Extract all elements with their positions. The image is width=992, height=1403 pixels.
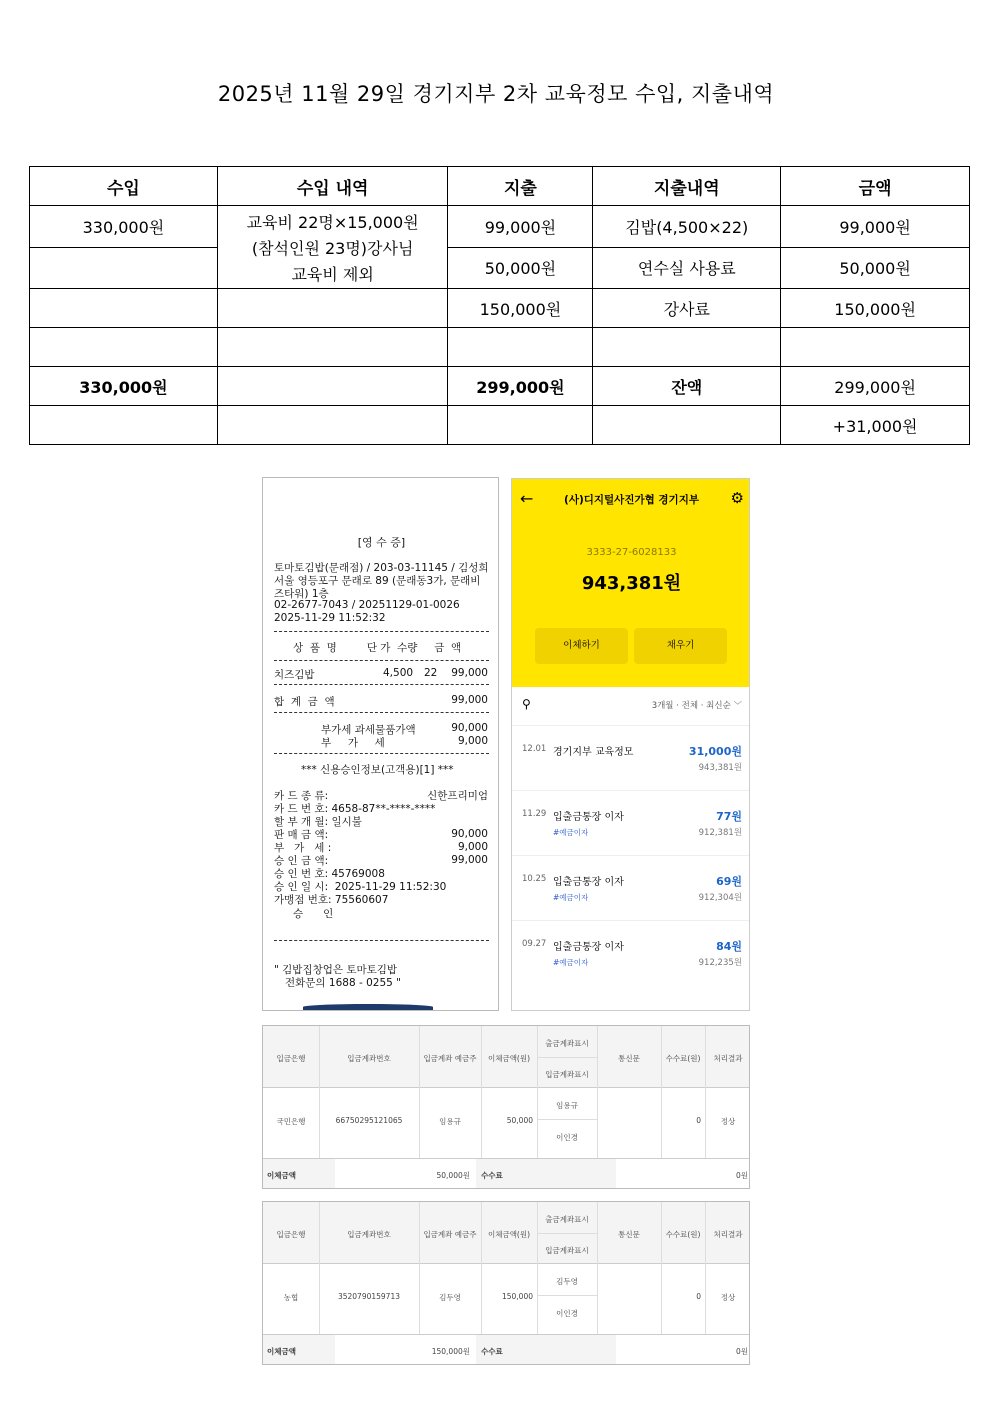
header-fee: 수수료(원) — [665, 1054, 701, 1063]
receipt-item-name: 치즈김밥 — [274, 669, 315, 681]
receipt-approved-label: 승 인 금 액: — [274, 855, 329, 867]
cell-amount: 150,000원 — [781, 289, 970, 328]
tx-description: 입출금통장 이자 — [553, 877, 624, 888]
balance-amount: +31,000원 — [781, 406, 970, 445]
filter-dropdown[interactable]: 3개월 · 전체 · 최신순 ﹀ — [651, 701, 742, 711]
cell-income-detail — [217, 289, 448, 328]
divider — [481, 1026, 482, 1158]
header-result: 처리결과 — [713, 1230, 743, 1239]
tx-description: 입출금통장 이자 — [553, 812, 624, 823]
tx-tag: #예금이자 — [553, 958, 589, 967]
divider — [274, 684, 489, 685]
receipt-installment: 할 부 개 월: 일시불 — [274, 816, 362, 828]
receipt-taxable-label: 부가세 과세물품가액 — [321, 724, 416, 736]
account-header — [512, 479, 750, 687]
tx-amount: 77원 — [716, 810, 742, 823]
receipt-card-no: 카 드 번 호: 4658-87**-****-**** — [274, 803, 436, 815]
receipt-vat2-label: 부 가 세 : — [274, 842, 332, 854]
cell-expense — [448, 328, 593, 367]
header-memo: 통신문 — [618, 1230, 640, 1239]
header-holder: 입금계좌 예금주 — [423, 1230, 477, 1239]
receipt-photo-edge — [303, 1004, 433, 1010]
divider — [597, 1026, 598, 1158]
receipt-sign: 승 인 — [293, 908, 334, 920]
cell-amount — [781, 328, 970, 367]
header-bank: 입금은행 — [276, 1054, 306, 1063]
transfer-record — [262, 1201, 750, 1365]
divider — [274, 712, 489, 713]
cell-account: 66750295121065 — [335, 1116, 403, 1125]
cell-holder: 임용규 — [439, 1117, 461, 1126]
total-income: 330,000원 — [30, 367, 218, 406]
header-out-display: 출금계좌표시 — [545, 1039, 589, 1048]
divider — [319, 1202, 320, 1334]
receipt-item-price: 4,500 — [383, 667, 414, 679]
gear-icon[interactable]: ⚙ — [730, 489, 744, 507]
divider — [274, 940, 489, 941]
cell-in-name: 이인경 — [556, 1309, 578, 1318]
header-account: 입금계좌번호 — [347, 1054, 391, 1063]
ledger-table — [29, 166, 970, 445]
receipt-merchant-no: 가맹점 번호: 75560607 — [274, 894, 389, 906]
cell-in-name: 이인경 — [556, 1133, 578, 1142]
transfer-header — [263, 1026, 750, 1088]
receipt-card-type-value: 신한프리미엄 — [427, 790, 488, 802]
cell-expense-item: 연수실 사용료 — [593, 247, 781, 289]
cell-result: 정상 — [720, 1117, 736, 1126]
filter-bar — [512, 697, 750, 715]
receipt-vat-value: 9,000 — [457, 735, 488, 747]
receipt-card-section: *** 신용승인정보(고객용)[1] *** — [301, 764, 454, 776]
receipt-sum-label: 합 계 금 액 — [274, 696, 335, 708]
summary-total-label: 이체금액 — [267, 1347, 296, 1356]
ledger-row — [30, 247, 970, 289]
receipt-card-type-label: 카 드 종 류: — [274, 790, 329, 802]
ledger-row — [30, 289, 970, 328]
transfer-record — [262, 1025, 750, 1189]
receipt-image — [262, 477, 499, 1011]
divider — [537, 1295, 597, 1296]
cell-expense-item: 강사료 — [593, 289, 781, 328]
receipt-item-amount: 99,000 — [451, 667, 488, 679]
cell-amount: 50,000 — [506, 1116, 533, 1125]
tx-balance: 912,235원 — [698, 958, 742, 968]
header-holder: 입금계좌 예금주 — [423, 1054, 477, 1063]
cell-expense — [448, 406, 593, 445]
cell-holder: 김두영 — [439, 1293, 461, 1302]
cell-amount: 150,000 — [501, 1292, 533, 1301]
fill-button[interactable]: 채우기 — [634, 628, 727, 664]
account-number: 3333-27-6028133 — [586, 547, 677, 558]
cell-income: 330,000원 — [30, 206, 218, 248]
cell-income-detail — [217, 328, 448, 367]
receipt-sum-value: 99,000 — [451, 694, 488, 706]
tx-amount: 69원 — [716, 875, 742, 888]
tx-balance: 912,304원 — [698, 893, 742, 903]
divider — [705, 1202, 706, 1334]
header-income: 수입 — [30, 167, 218, 206]
tx-date: 09.27 — [522, 939, 547, 949]
cell-amount: 50,000원 — [781, 247, 970, 289]
account-name: (사)디지털사진가협 경기지부 — [564, 494, 699, 506]
cell-expense: 150,000원 — [448, 289, 593, 328]
summary-fee-label: 수수료 — [481, 1171, 503, 1180]
cell-expense-item — [593, 328, 781, 367]
receipt-item-qty: 22 — [424, 667, 438, 679]
tx-amount: 31,000원 — [688, 745, 742, 758]
receipt-vat2-value: 9,000 — [457, 841, 488, 853]
receipt-approved-value: 99,000 — [451, 854, 488, 866]
receipt-store-line: 토마토김밥(문래점) / 203-03-11145 / 김성희 — [274, 562, 489, 574]
account-balance: 943,381원 — [581, 573, 682, 594]
header-account: 입금계좌번호 — [347, 1230, 391, 1239]
tx-tag: #예금이자 — [553, 893, 589, 902]
transfer-summary — [263, 1158, 750, 1189]
transaction-item[interactable] — [512, 725, 750, 789]
transaction-item[interactable] — [512, 790, 750, 854]
header-in-display: 입금계좌표시 — [545, 1070, 589, 1079]
header-amount: 금액 — [781, 167, 970, 206]
divider — [537, 1119, 597, 1120]
cell-fee: 0 — [696, 1292, 701, 1301]
divider — [319, 1026, 320, 1158]
receipt-heading: [영 수 증] — [357, 536, 406, 549]
receipt-approval-time: 승 인 일 시: 2025-11-29 11:52:30 — [274, 881, 447, 893]
receipt-store-line: 즈타워) 1층 — [274, 588, 329, 600]
cell-expense-item — [593, 406, 781, 445]
cell-income — [30, 328, 218, 367]
header-in-display: 입금계좌표시 — [545, 1246, 589, 1255]
income-detail-line: (참석인원 23명)강사님 — [251, 239, 414, 258]
transfer-header — [263, 1202, 750, 1264]
search-icon[interactable]: ⚲ — [522, 697, 531, 711]
tx-amount: 84원 — [716, 940, 742, 953]
receipt-vat-label: 부 가 세 — [321, 737, 385, 749]
tx-description: 경기지부 교육정모 — [553, 747, 634, 758]
ledger-row — [30, 206, 970, 248]
page-title: 2025년 11월 29일 경기지부 2차 교육정모 수입, 지출내역 — [217, 82, 775, 106]
cell-fee: 0 — [696, 1116, 701, 1125]
header-fee: 수수료(원) — [665, 1230, 701, 1239]
divider — [705, 1026, 706, 1158]
cell-account: 3520790159713 — [337, 1292, 401, 1301]
receipt-sale-label: 판 매 금 액: — [274, 829, 329, 841]
income-detail-line: 교육비 22명×15,000원 — [246, 213, 419, 232]
cell-expense-item: 김밥(4,500×22) — [593, 206, 781, 248]
cell-expense: 50,000원 — [448, 247, 593, 289]
receipt-approval-no: 승 인 번 호: 45769008 — [274, 868, 385, 880]
header-bank: 입금은행 — [276, 1230, 306, 1239]
cell-bank: 농협 — [283, 1293, 299, 1302]
ledger-header-row — [30, 167, 970, 206]
ledger-balance-row — [30, 406, 970, 445]
header-expense: 지출 — [448, 167, 593, 206]
transfer-button[interactable]: 이체하기 — [535, 628, 628, 664]
divider — [419, 1026, 420, 1158]
total-expense: 299,000원 — [448, 367, 593, 406]
receipt-taxable-value: 90,000 — [451, 722, 488, 734]
divider — [274, 631, 489, 632]
cell-income-detail — [217, 406, 448, 445]
tx-date: 12.01 — [522, 744, 547, 754]
transfer-summary — [263, 1334, 750, 1365]
cell-amount: 99,000원 — [781, 206, 970, 248]
tx-tag: #예금이자 — [553, 828, 589, 837]
total-amount: 299,000원 — [781, 367, 970, 406]
divider — [661, 1202, 662, 1334]
receipt-datetime: 2025-11-29 11:52:32 — [274, 612, 386, 624]
ledger-total-row — [30, 367, 970, 406]
cell-income-detail — [217, 367, 448, 406]
receipt-store-line: 서울 영등포구 문래로 89 (문래동3가, 문래비 — [274, 575, 481, 587]
receipt-footer-line: 전화문의 1688 - 0255 " — [285, 977, 401, 989]
cell-out-name: 김두영 — [556, 1277, 578, 1286]
divider — [537, 1057, 597, 1058]
summary-fee: 0원 — [735, 1347, 748, 1356]
header-out-display: 출금계좌표시 — [545, 1215, 589, 1224]
tx-description: 입출금통장 이자 — [553, 942, 624, 953]
transaction-item[interactable] — [512, 855, 750, 919]
cell-income — [30, 247, 218, 289]
tx-balance: 912,381원 — [698, 828, 742, 838]
cell-income — [30, 406, 218, 445]
receipt-sale-value: 90,000 — [451, 828, 488, 840]
divider — [537, 1233, 597, 1234]
divider — [274, 660, 489, 661]
cell-out-name: 임용규 — [556, 1101, 578, 1110]
cell-expense: 99,000원 — [448, 206, 593, 248]
header-amount: 이체금액(원) — [487, 1230, 531, 1239]
cell-result: 정상 — [720, 1293, 736, 1302]
summary-total-label: 이체금액 — [267, 1171, 296, 1180]
divider — [661, 1026, 662, 1158]
summary-fee: 0원 — [735, 1171, 748, 1180]
header-income-detail: 수입 내역 — [217, 167, 448, 206]
header-amount: 이체금액(원) — [487, 1054, 531, 1063]
transaction-item[interactable] — [512, 920, 750, 984]
tx-date: 10.25 — [522, 874, 547, 884]
divider — [481, 1202, 482, 1334]
receipt-column-header: 상 품 명 단 가 수량 금 액 — [293, 642, 462, 654]
header-result: 처리결과 — [713, 1054, 743, 1063]
tx-balance: 943,381원 — [698, 763, 742, 773]
header-memo: 통신문 — [618, 1054, 640, 1063]
divider — [597, 1202, 598, 1334]
ledger-row — [30, 328, 970, 367]
cell-income — [30, 289, 218, 328]
tx-date: 11.29 — [522, 809, 547, 819]
divider — [419, 1202, 420, 1334]
header-expense-detail: 지출내역 — [593, 167, 781, 206]
cell-bank: 국민은행 — [276, 1117, 306, 1126]
bank-app-screenshot — [511, 478, 750, 1011]
divider — [274, 753, 489, 754]
receipt-store-line: 02-2677-7043 / 20251129-01-0026 — [274, 599, 460, 611]
summary-total: 50,000원 — [436, 1171, 470, 1180]
balance-label: 잔액 — [593, 367, 781, 406]
receipt-footer-line: " 김밥집창업은 토마토김밥 — [274, 964, 398, 976]
income-detail-line: 교육비 제외 — [291, 265, 374, 284]
summary-fee-label: 수수료 — [481, 1347, 503, 1356]
cell-income-detail — [217, 206, 448, 289]
back-arrow-icon[interactable]: ← — [520, 489, 534, 508]
summary-total: 150,000원 — [431, 1347, 470, 1356]
